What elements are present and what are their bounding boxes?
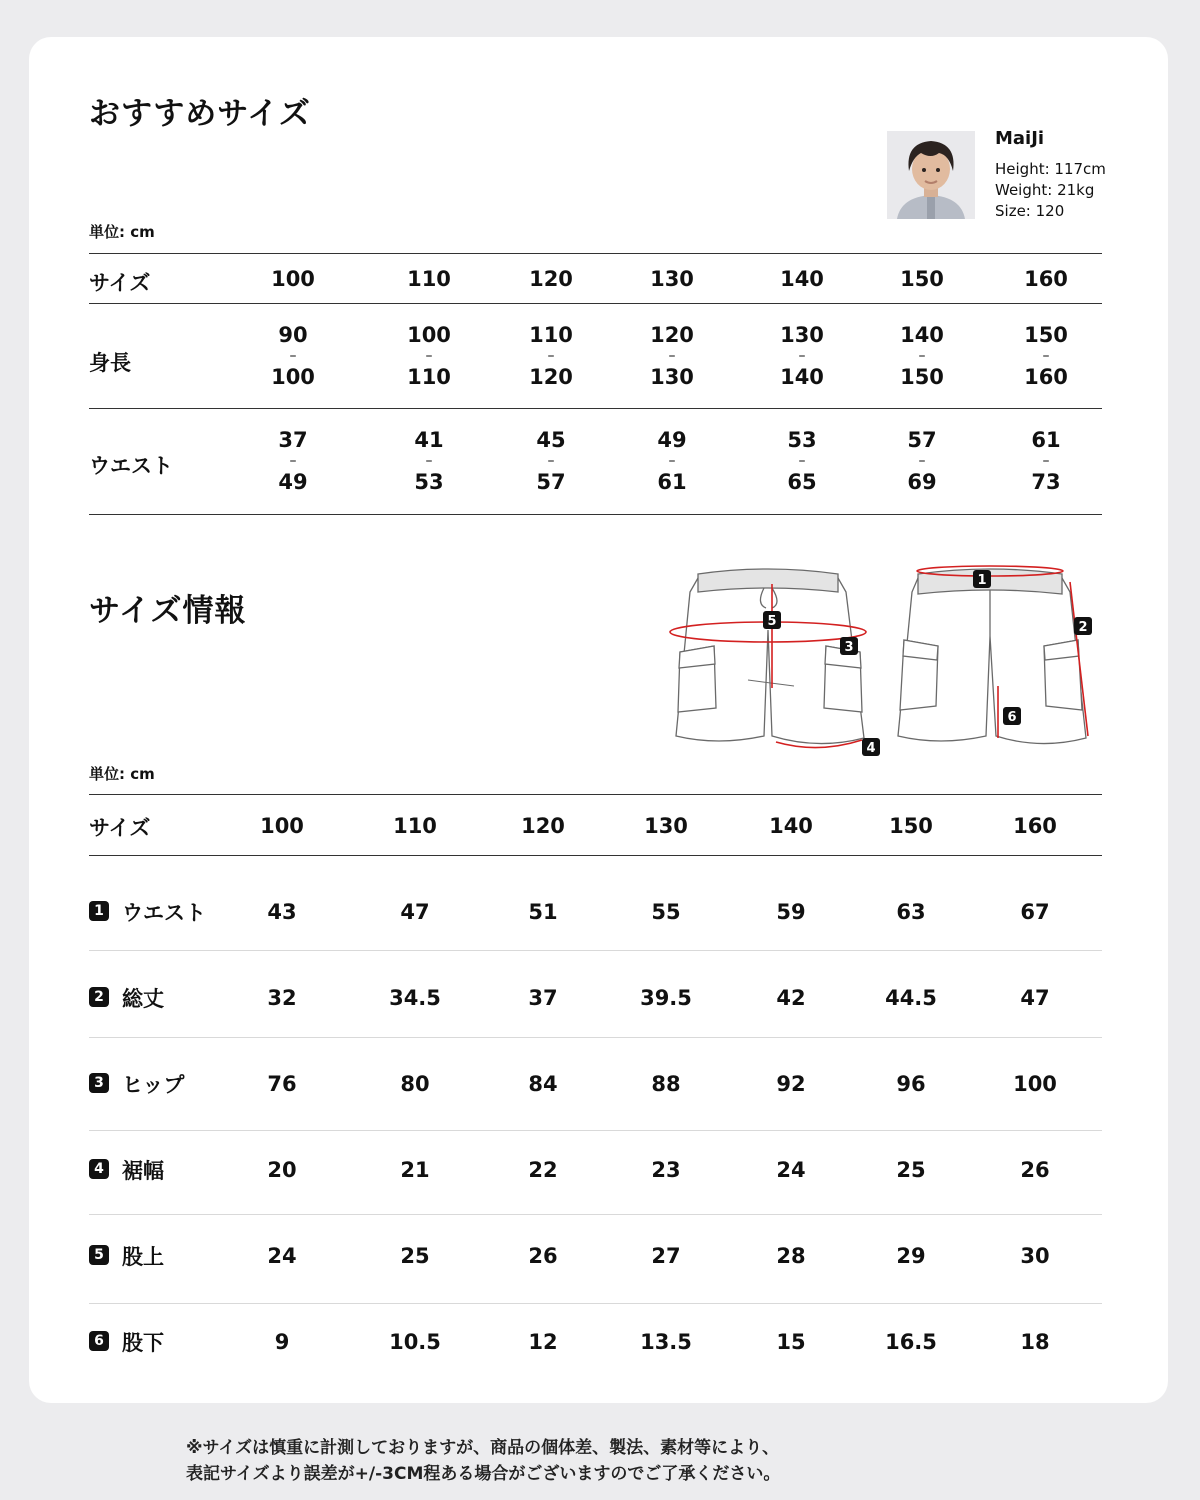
measurement-value: 15: [776, 1330, 806, 1354]
size-header-cell: 130: [650, 267, 694, 291]
size-header-cell: 150: [900, 267, 944, 291]
size-header-cell: 110: [393, 814, 437, 838]
measurement-value: 92: [776, 1072, 806, 1096]
size-header-cell: 100: [260, 814, 304, 838]
range-max: 53: [414, 470, 444, 494]
measurement-value: 39.5: [640, 986, 692, 1010]
measurement-value: 23: [651, 1158, 681, 1182]
measurement-value: 47: [400, 900, 430, 924]
marker-4: 4: [866, 741, 876, 756]
measurement-value: 34.5: [389, 986, 441, 1010]
measurement-value: 28: [776, 1244, 806, 1268]
child-avatar-icon: [887, 131, 975, 219]
range-min: 120: [650, 323, 694, 347]
measurement-value: 42: [776, 986, 806, 1010]
measurement-label: 裾幅: [122, 1159, 164, 1183]
measurement-value: 47: [1020, 986, 1050, 1010]
range-dash: –: [668, 348, 676, 364]
measurement-value: 88: [651, 1072, 681, 1096]
measurement-value: 13.5: [640, 1330, 692, 1354]
waist-range-cell: [627, 430, 717, 493]
measurement-value: 9: [274, 1330, 290, 1354]
row-divider: [89, 1214, 1102, 1215]
range-max: 57: [536, 470, 566, 494]
row-number-badge: 6: [89, 1331, 109, 1351]
height-label: 身長: [89, 351, 131, 375]
range-dash: –: [918, 453, 926, 469]
range-dash: –: [547, 453, 555, 469]
measurement-value: 26: [1020, 1158, 1050, 1182]
marker-1: 1: [977, 573, 987, 588]
range-min: 130: [780, 323, 824, 347]
measurement-value: 76: [267, 1072, 297, 1096]
range-min: 140: [900, 323, 944, 347]
size-header-cell: 100: [271, 267, 315, 291]
range-min: 53: [787, 428, 817, 452]
size-header-cell: 160: [1013, 814, 1057, 838]
row-divider: [89, 408, 1102, 409]
range-min: 61: [1031, 428, 1061, 452]
row-number-badge: 5: [89, 1245, 109, 1265]
marker-2: 2: [1078, 620, 1088, 635]
range-dash: –: [547, 348, 555, 364]
height-range-cell: [757, 325, 847, 388]
table-top-border: [89, 794, 1102, 795]
range-dash: –: [1042, 453, 1050, 469]
range-dash: –: [1042, 348, 1050, 364]
measurement-value: 96: [896, 1072, 926, 1096]
range-max: 61: [657, 470, 687, 494]
row-divider: [89, 950, 1102, 951]
measurement-value: 55: [651, 900, 681, 924]
range-min: 41: [414, 428, 444, 452]
measurement-value: 29: [896, 1244, 926, 1268]
size-header-cell: 150: [889, 814, 933, 838]
model-weight: Weight: 21kg: [995, 181, 1095, 199]
model-height: Height: 117cm: [995, 160, 1106, 178]
range-min: 150: [1024, 323, 1068, 347]
height-range-cell: [627, 325, 717, 388]
range-min: 37: [278, 428, 308, 452]
unit-label: 単位: cm: [89, 223, 155, 241]
measurement-value: 44.5: [885, 986, 937, 1010]
range-dash: –: [668, 453, 676, 469]
size-header-cell: 140: [780, 267, 824, 291]
measurement-value: 21: [400, 1158, 430, 1182]
measurement-value: 63: [896, 900, 926, 924]
marker-5: 5: [767, 614, 777, 629]
measurement-value: 24: [267, 1244, 297, 1268]
range-dash: –: [289, 453, 297, 469]
waist-range-cell: [1001, 430, 1091, 493]
size-header-cell: 120: [521, 814, 565, 838]
measurement-value: 100: [1013, 1072, 1057, 1096]
range-max: 100: [271, 365, 315, 389]
row-number-badge: 4: [89, 1159, 109, 1179]
row-divider: [89, 1130, 1102, 1131]
size-header-cell: 140: [769, 814, 813, 838]
measurement-value: 20: [267, 1158, 297, 1182]
measurement-value: 59: [776, 900, 806, 924]
measurement-value: 80: [400, 1072, 430, 1096]
range-max: 69: [907, 470, 937, 494]
range-min: 110: [529, 323, 573, 347]
measurement-value: 37: [528, 986, 558, 1010]
waist-range-cell: [248, 430, 338, 493]
size-info-title: サイズ情報: [89, 593, 247, 629]
range-max: 49: [278, 470, 308, 494]
range-dash: –: [289, 348, 297, 364]
marker-3: 3: [844, 640, 854, 655]
size-header-cell: 130: [644, 814, 688, 838]
range-max: 110: [407, 365, 451, 389]
range-dash: –: [918, 348, 926, 364]
table-bottom-border: [89, 514, 1102, 515]
disclaimer-line-2: 表記サイズより誤差が+/-3CM程ある場合がございますのでご了承ください。: [186, 1464, 781, 1484]
measurement-value: 24: [776, 1158, 806, 1182]
measurement-value: 12: [528, 1330, 558, 1354]
row-divider: [89, 303, 1102, 304]
measurement-value: 16.5: [885, 1330, 937, 1354]
range-dash: –: [798, 453, 806, 469]
row-number-badge: 2: [89, 987, 109, 1007]
measurement-value: 43: [267, 900, 297, 924]
range-dash: –: [425, 348, 433, 364]
range-min: 49: [657, 428, 687, 452]
measurement-value: 51: [528, 900, 558, 924]
header-divider: [89, 855, 1102, 856]
range-max: 160: [1024, 365, 1068, 389]
shorts-measurement-diagram: [668, 560, 1106, 760]
height-range-cell: [248, 325, 338, 388]
range-max: 150: [900, 365, 944, 389]
range-max: 73: [1031, 470, 1061, 494]
row-divider: [89, 1303, 1102, 1304]
unit-label: 単位: cm: [89, 765, 155, 783]
height-range-cell: [1001, 325, 1091, 388]
marker-6: 6: [1007, 710, 1017, 725]
waist-label: ウエスト: [89, 454, 173, 478]
measurement-value: 67: [1020, 900, 1050, 924]
model-photo: [887, 131, 975, 219]
range-max: 120: [529, 365, 573, 389]
waist-range-cell: [877, 430, 967, 493]
waist-range-cell: [506, 430, 596, 493]
range-min: 57: [907, 428, 937, 452]
height-range-cell: [384, 325, 474, 388]
height-range-cell: [506, 325, 596, 388]
row-number-badge: 1: [89, 901, 109, 921]
range-max: 65: [787, 470, 817, 494]
measurement-label: 股下: [122, 1331, 164, 1355]
measurement-label: ウエスト: [122, 901, 206, 925]
waist-range-cell: [384, 430, 474, 493]
measurement-value: 27: [651, 1244, 681, 1268]
waist-range-cell: [757, 430, 847, 493]
model-size: Size: 120: [995, 202, 1065, 220]
size-header-label: サイズ: [89, 271, 151, 295]
measurement-value: 84: [528, 1072, 558, 1096]
size-header-cell: 160: [1024, 267, 1068, 291]
recommend-title: おすすめサイズ: [89, 96, 311, 132]
measurement-value: 26: [528, 1244, 558, 1268]
measurement-label: 股上: [122, 1245, 164, 1269]
model-name: MaiJi: [995, 128, 1045, 149]
size-header-cell: 110: [407, 267, 451, 291]
measurement-value: 10.5: [389, 1330, 441, 1354]
range-min: 100: [407, 323, 451, 347]
range-dash: –: [425, 453, 433, 469]
range-min: 45: [536, 428, 566, 452]
range-min: 90: [278, 323, 308, 347]
size-header-cell: 120: [529, 267, 573, 291]
range-max: 140: [780, 365, 824, 389]
row-divider: [89, 1037, 1102, 1038]
row-number-badge: 3: [89, 1073, 109, 1093]
table-top-border: [89, 253, 1102, 254]
measurement-label: ヒップ: [122, 1073, 185, 1097]
size-header-label: サイズ: [89, 816, 151, 840]
measurement-value: 22: [528, 1158, 558, 1182]
disclaimer-line-1: ※サイズは慎重に計測しておりますが、商品の個体差、製法、素材等により、: [186, 1438, 780, 1458]
range-max: 130: [650, 365, 694, 389]
measurement-value: 18: [1020, 1330, 1050, 1354]
measurement-value: 25: [896, 1158, 926, 1182]
measurement-value: 30: [1020, 1244, 1050, 1268]
measurement-value: 25: [400, 1244, 430, 1268]
measurement-value: 32: [267, 986, 297, 1010]
measurement-label: 総丈: [122, 987, 164, 1011]
height-range-cell: [877, 325, 967, 388]
range-dash: –: [798, 348, 806, 364]
